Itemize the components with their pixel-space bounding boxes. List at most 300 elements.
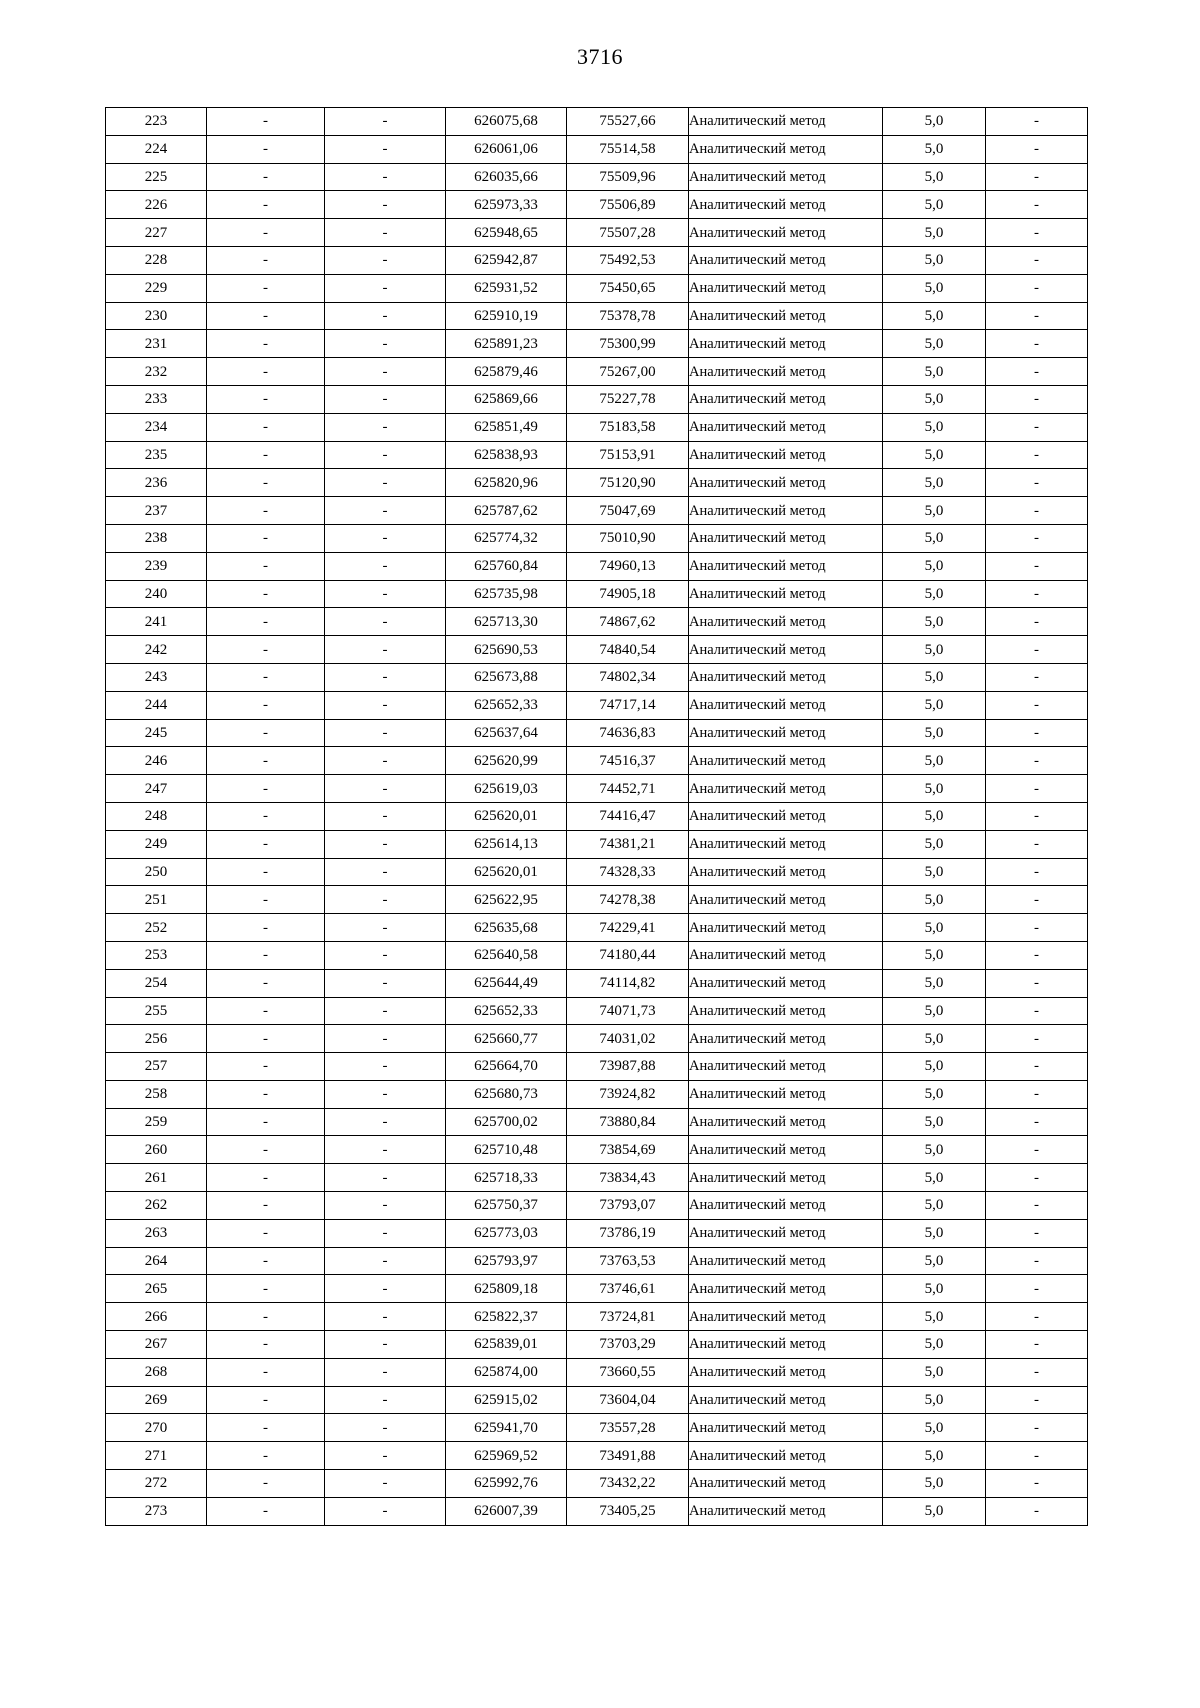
y-coordinate-cell: 73924,82 [567, 1080, 689, 1108]
dash-cell: - [986, 830, 1088, 858]
x-coordinate-cell: 626007,39 [446, 1497, 567, 1525]
dash-cell: - [986, 1442, 1088, 1470]
method-cell: Аналитический метод [689, 1192, 883, 1220]
y-coordinate-cell: 74452,71 [567, 775, 689, 803]
accuracy-cell: 5,0 [883, 608, 986, 636]
dash-cell: - [325, 497, 446, 525]
y-coordinate-cell: 75527,66 [567, 108, 689, 136]
x-coordinate-cell: 625851,49 [446, 413, 567, 441]
x-coordinate-cell: 626061,06 [446, 135, 567, 163]
x-coordinate-cell: 625941,70 [446, 1414, 567, 1442]
dash-cell: - [986, 886, 1088, 914]
point-number-cell: 264 [106, 1247, 207, 1275]
dash-cell: - [986, 608, 1088, 636]
dash-cell: - [207, 1025, 325, 1053]
table-row [106, 858, 1088, 886]
x-coordinate-cell: 625680,73 [446, 1080, 567, 1108]
x-coordinate-cell: 625640,58 [446, 941, 567, 969]
x-coordinate-cell: 626035,66 [446, 163, 567, 191]
accuracy-cell: 5,0 [883, 580, 986, 608]
x-coordinate-cell: 625973,33 [446, 191, 567, 219]
x-coordinate-cell: 625644,49 [446, 969, 567, 997]
point-number-cell: 236 [106, 469, 207, 497]
dash-cell: - [325, 802, 446, 830]
dash-cell: - [986, 274, 1088, 302]
method-cell: Аналитический метод [689, 636, 883, 664]
accuracy-cell: 5,0 [883, 135, 986, 163]
point-number-cell: 246 [106, 747, 207, 775]
method-cell: Аналитический метод [689, 747, 883, 775]
point-number-cell: 258 [106, 1080, 207, 1108]
point-number-cell: 265 [106, 1275, 207, 1303]
accuracy-cell: 5,0 [883, 1108, 986, 1136]
point-number-cell: 251 [106, 886, 207, 914]
dash-cell: - [325, 219, 446, 247]
accuracy-cell: 5,0 [883, 274, 986, 302]
y-coordinate-cell: 73746,61 [567, 1275, 689, 1303]
dash-cell: - [325, 191, 446, 219]
accuracy-cell: 5,0 [883, 524, 986, 552]
point-number-cell: 256 [106, 1025, 207, 1053]
dash-cell: - [207, 413, 325, 441]
point-number-cell: 223 [106, 108, 207, 136]
point-number-cell: 263 [106, 1219, 207, 1247]
dash-cell: - [207, 1136, 325, 1164]
method-cell: Аналитический метод [689, 969, 883, 997]
method-cell: Аналитический метод [689, 552, 883, 580]
table-row [106, 246, 1088, 274]
table-row [106, 108, 1088, 136]
dash-cell: - [986, 1497, 1088, 1525]
dash-cell: - [207, 747, 325, 775]
table-row [106, 830, 1088, 858]
x-coordinate-cell: 625652,33 [446, 997, 567, 1025]
accuracy-cell: 5,0 [883, 302, 986, 330]
accuracy-cell: 5,0 [883, 1442, 986, 1470]
point-number-cell: 245 [106, 719, 207, 747]
table-row [106, 1497, 1088, 1525]
dash-cell: - [207, 886, 325, 914]
dash-cell: - [986, 775, 1088, 803]
method-cell: Аналитический метод [689, 775, 883, 803]
dash-cell: - [207, 552, 325, 580]
table-row [106, 747, 1088, 775]
point-number-cell: 270 [106, 1414, 207, 1442]
x-coordinate-cell: 625874,00 [446, 1358, 567, 1386]
y-coordinate-cell: 73793,07 [567, 1192, 689, 1220]
dash-cell: - [986, 747, 1088, 775]
x-coordinate-cell: 625660,77 [446, 1025, 567, 1053]
dash-cell: - [207, 274, 325, 302]
point-number-cell: 273 [106, 1497, 207, 1525]
method-cell: Аналитический метод [689, 135, 883, 163]
table-row [106, 1358, 1088, 1386]
dash-cell: - [325, 1275, 446, 1303]
table-row [106, 608, 1088, 636]
dash-cell: - [325, 969, 446, 997]
x-coordinate-cell: 626075,68 [446, 108, 567, 136]
method-cell: Аналитический метод [689, 1386, 883, 1414]
dash-cell: - [986, 1025, 1088, 1053]
dash-cell: - [986, 385, 1088, 413]
y-coordinate-cell: 75047,69 [567, 497, 689, 525]
method-cell: Аналитический метод [689, 1136, 883, 1164]
y-coordinate-cell: 75492,53 [567, 246, 689, 274]
table-row [106, 552, 1088, 580]
dash-cell: - [986, 636, 1088, 664]
y-coordinate-cell: 74031,02 [567, 1025, 689, 1053]
dash-cell: - [986, 1053, 1088, 1081]
table-row [106, 886, 1088, 914]
point-number-cell: 262 [106, 1192, 207, 1220]
x-coordinate-cell: 625619,03 [446, 775, 567, 803]
dash-cell: - [986, 969, 1088, 997]
method-cell: Аналитический метод [689, 413, 883, 441]
dash-cell: - [986, 580, 1088, 608]
method-cell: Аналитический метод [689, 469, 883, 497]
method-cell: Аналитический метод [689, 802, 883, 830]
dash-cell: - [325, 691, 446, 719]
accuracy-cell: 5,0 [883, 663, 986, 691]
dash-cell: - [325, 1219, 446, 1247]
accuracy-cell: 5,0 [883, 1497, 986, 1525]
dash-cell: - [325, 1470, 446, 1498]
method-cell: Аналитический метод [689, 1442, 883, 1470]
dash-cell: - [986, 441, 1088, 469]
x-coordinate-cell: 625690,53 [446, 636, 567, 664]
dash-cell: - [986, 858, 1088, 886]
method-cell: Аналитический метод [689, 191, 883, 219]
method-cell: Аналитический метод [689, 830, 883, 858]
accuracy-cell: 5,0 [883, 1303, 986, 1331]
dash-cell: - [207, 1219, 325, 1247]
dash-cell: - [986, 941, 1088, 969]
accuracy-cell: 5,0 [883, 1414, 986, 1442]
method-cell: Аналитический метод [689, 1414, 883, 1442]
y-coordinate-cell: 73834,43 [567, 1164, 689, 1192]
dash-cell: - [986, 163, 1088, 191]
x-coordinate-cell: 625637,64 [446, 719, 567, 747]
table-row [106, 274, 1088, 302]
y-coordinate-cell: 74114,82 [567, 969, 689, 997]
table-row [106, 663, 1088, 691]
table-row [106, 1470, 1088, 1498]
dash-cell: - [986, 1386, 1088, 1414]
x-coordinate-cell: 625820,96 [446, 469, 567, 497]
point-number-cell: 235 [106, 441, 207, 469]
method-cell: Аналитический метод [689, 1331, 883, 1359]
table-row [106, 580, 1088, 608]
method-cell: Аналитический метод [689, 108, 883, 136]
x-coordinate-cell: 625787,62 [446, 497, 567, 525]
table-row [106, 219, 1088, 247]
y-coordinate-cell: 74416,47 [567, 802, 689, 830]
dash-cell: - [325, 524, 446, 552]
point-number-cell: 247 [106, 775, 207, 803]
dash-cell: - [207, 719, 325, 747]
y-coordinate-cell: 75010,90 [567, 524, 689, 552]
table-row [106, 969, 1088, 997]
accuracy-cell: 5,0 [883, 1080, 986, 1108]
table-row [106, 524, 1088, 552]
y-coordinate-cell: 75506,89 [567, 191, 689, 219]
y-coordinate-cell: 73987,88 [567, 1053, 689, 1081]
x-coordinate-cell: 625700,02 [446, 1108, 567, 1136]
point-number-cell: 232 [106, 358, 207, 386]
y-coordinate-cell: 74516,37 [567, 747, 689, 775]
table-row [106, 330, 1088, 358]
dash-cell: - [207, 1108, 325, 1136]
method-cell: Аналитический метод [689, 1247, 883, 1275]
dash-cell: - [207, 941, 325, 969]
x-coordinate-cell: 625620,01 [446, 802, 567, 830]
dash-cell: - [986, 1470, 1088, 1498]
y-coordinate-cell: 74180,44 [567, 941, 689, 969]
point-number-cell: 248 [106, 802, 207, 830]
accuracy-cell: 5,0 [883, 219, 986, 247]
y-coordinate-cell: 74840,54 [567, 636, 689, 664]
x-coordinate-cell: 625942,87 [446, 246, 567, 274]
x-coordinate-cell: 625774,32 [446, 524, 567, 552]
dash-cell: - [325, 914, 446, 942]
point-number-cell: 241 [106, 608, 207, 636]
dash-cell: - [325, 886, 446, 914]
dash-cell: - [325, 246, 446, 274]
y-coordinate-cell: 75378,78 [567, 302, 689, 330]
accuracy-cell: 5,0 [883, 330, 986, 358]
y-coordinate-cell: 74636,83 [567, 719, 689, 747]
dash-cell: - [325, 1192, 446, 1220]
point-number-cell: 237 [106, 497, 207, 525]
dash-cell: - [986, 1275, 1088, 1303]
point-number-cell: 252 [106, 914, 207, 942]
dash-cell: - [325, 385, 446, 413]
dash-cell: - [986, 802, 1088, 830]
table-row [106, 135, 1088, 163]
x-coordinate-cell: 625969,52 [446, 1442, 567, 1470]
dash-cell: - [207, 636, 325, 664]
dash-cell: - [207, 1358, 325, 1386]
y-coordinate-cell: 73703,29 [567, 1331, 689, 1359]
dash-cell: - [325, 1136, 446, 1164]
x-coordinate-cell: 625891,23 [446, 330, 567, 358]
method-cell: Аналитический метод [689, 914, 883, 942]
dash-cell: - [207, 135, 325, 163]
dash-cell: - [325, 469, 446, 497]
point-number-cell: 257 [106, 1053, 207, 1081]
point-number-cell: 272 [106, 1470, 207, 1498]
accuracy-cell: 5,0 [883, 914, 986, 942]
dash-cell: - [207, 497, 325, 525]
dash-cell: - [986, 524, 1088, 552]
y-coordinate-cell: 73557,28 [567, 1414, 689, 1442]
dash-cell: - [325, 997, 446, 1025]
dash-cell: - [207, 163, 325, 191]
table-row [106, 191, 1088, 219]
dash-cell: - [986, 719, 1088, 747]
y-coordinate-cell: 73854,69 [567, 1136, 689, 1164]
dash-cell: - [325, 358, 446, 386]
y-coordinate-cell: 75227,78 [567, 385, 689, 413]
dash-cell: - [325, 1053, 446, 1081]
dash-cell: - [986, 469, 1088, 497]
table-row [106, 1247, 1088, 1275]
y-coordinate-cell: 75267,00 [567, 358, 689, 386]
table-row [106, 1164, 1088, 1192]
table-row [106, 1219, 1088, 1247]
method-cell: Аналитический метод [689, 886, 883, 914]
y-coordinate-cell: 74802,34 [567, 663, 689, 691]
method-cell: Аналитический метод [689, 246, 883, 274]
x-coordinate-cell: 625948,65 [446, 219, 567, 247]
y-coordinate-cell: 73763,53 [567, 1247, 689, 1275]
point-number-cell: 249 [106, 830, 207, 858]
method-cell: Аналитический метод [689, 163, 883, 191]
y-coordinate-cell: 75509,96 [567, 163, 689, 191]
accuracy-cell: 5,0 [883, 552, 986, 580]
dash-cell: - [986, 358, 1088, 386]
dash-cell: - [207, 1164, 325, 1192]
x-coordinate-cell: 625838,93 [446, 441, 567, 469]
accuracy-cell: 5,0 [883, 441, 986, 469]
accuracy-cell: 5,0 [883, 830, 986, 858]
table-row [106, 636, 1088, 664]
dash-cell: - [207, 858, 325, 886]
y-coordinate-cell: 75120,90 [567, 469, 689, 497]
table-row [106, 1331, 1088, 1359]
method-cell: Аналитический метод [689, 1303, 883, 1331]
dash-cell: - [207, 1386, 325, 1414]
table-row [106, 1442, 1088, 1470]
point-number-cell: 268 [106, 1358, 207, 1386]
method-cell: Аналитический метод [689, 663, 883, 691]
y-coordinate-cell: 73604,04 [567, 1386, 689, 1414]
method-cell: Аналитический метод [689, 1080, 883, 1108]
dash-cell: - [325, 1164, 446, 1192]
method-cell: Аналитический метод [689, 1164, 883, 1192]
accuracy-cell: 5,0 [883, 1192, 986, 1220]
method-cell: Аналитический метод [689, 441, 883, 469]
dash-cell: - [986, 302, 1088, 330]
accuracy-cell: 5,0 [883, 1386, 986, 1414]
x-coordinate-cell: 625718,33 [446, 1164, 567, 1192]
accuracy-cell: 5,0 [883, 1275, 986, 1303]
method-cell: Аналитический метод [689, 1470, 883, 1498]
dash-cell: - [986, 191, 1088, 219]
point-number-cell: 266 [106, 1303, 207, 1331]
dash-cell: - [986, 997, 1088, 1025]
method-cell: Аналитический метод [689, 691, 883, 719]
table-row [106, 1080, 1088, 1108]
x-coordinate-cell: 625869,66 [446, 385, 567, 413]
dash-cell: - [325, 302, 446, 330]
y-coordinate-cell: 73786,19 [567, 1219, 689, 1247]
y-coordinate-cell: 74905,18 [567, 580, 689, 608]
dash-cell: - [207, 358, 325, 386]
table-row [106, 1136, 1088, 1164]
x-coordinate-cell: 625735,98 [446, 580, 567, 608]
x-coordinate-cell: 625910,19 [446, 302, 567, 330]
x-coordinate-cell: 625713,30 [446, 608, 567, 636]
y-coordinate-cell: 75514,58 [567, 135, 689, 163]
accuracy-cell: 5,0 [883, 1358, 986, 1386]
point-number-cell: 259 [106, 1108, 207, 1136]
table-row [106, 997, 1088, 1025]
dash-cell: - [207, 1080, 325, 1108]
point-number-cell: 271 [106, 1442, 207, 1470]
accuracy-cell: 5,0 [883, 1331, 986, 1359]
dash-cell: - [325, 775, 446, 803]
dash-cell: - [207, 969, 325, 997]
dash-cell: - [207, 1192, 325, 1220]
table-row [106, 1414, 1088, 1442]
dash-cell: - [986, 914, 1088, 942]
dash-cell: - [325, 135, 446, 163]
table-row [106, 1192, 1088, 1220]
dash-cell: - [207, 691, 325, 719]
point-number-cell: 250 [106, 858, 207, 886]
dash-cell: - [325, 636, 446, 664]
table-row [106, 358, 1088, 386]
dash-cell: - [207, 441, 325, 469]
method-cell: Аналитический метод [689, 1025, 883, 1053]
x-coordinate-cell: 625635,68 [446, 914, 567, 942]
x-coordinate-cell: 625839,01 [446, 1331, 567, 1359]
x-coordinate-cell: 625879,46 [446, 358, 567, 386]
dash-cell: - [986, 1414, 1088, 1442]
table-row [106, 1053, 1088, 1081]
dash-cell: - [986, 413, 1088, 441]
accuracy-cell: 5,0 [883, 802, 986, 830]
table-row [106, 1275, 1088, 1303]
y-coordinate-cell: 74381,21 [567, 830, 689, 858]
accuracy-cell: 5,0 [883, 719, 986, 747]
dash-cell: - [325, 1442, 446, 1470]
dash-cell: - [325, 747, 446, 775]
point-number-cell: 267 [106, 1331, 207, 1359]
dash-cell: - [325, 858, 446, 886]
dash-cell: - [325, 1358, 446, 1386]
table-row [106, 1108, 1088, 1136]
x-coordinate-cell: 625652,33 [446, 691, 567, 719]
accuracy-cell: 5,0 [883, 858, 986, 886]
point-number-cell: 224 [106, 135, 207, 163]
x-coordinate-cell: 625620,01 [446, 858, 567, 886]
accuracy-cell: 5,0 [883, 997, 986, 1025]
accuracy-cell: 5,0 [883, 775, 986, 803]
dash-cell: - [325, 830, 446, 858]
dash-cell: - [325, 1386, 446, 1414]
table-row [106, 775, 1088, 803]
point-number-cell: 238 [106, 524, 207, 552]
point-number-cell: 229 [106, 274, 207, 302]
dash-cell: - [986, 1108, 1088, 1136]
dash-cell: - [986, 108, 1088, 136]
accuracy-cell: 5,0 [883, 941, 986, 969]
method-cell: Аналитический метод [689, 1358, 883, 1386]
point-number-cell: 228 [106, 246, 207, 274]
dash-cell: - [207, 1053, 325, 1081]
table-row [106, 1303, 1088, 1331]
x-coordinate-cell: 625673,88 [446, 663, 567, 691]
y-coordinate-cell: 74229,41 [567, 914, 689, 942]
accuracy-cell: 5,0 [883, 358, 986, 386]
dash-cell: - [325, 1303, 446, 1331]
x-coordinate-cell: 625822,37 [446, 1303, 567, 1331]
table-row [106, 441, 1088, 469]
dash-cell: - [325, 663, 446, 691]
table-row [106, 302, 1088, 330]
